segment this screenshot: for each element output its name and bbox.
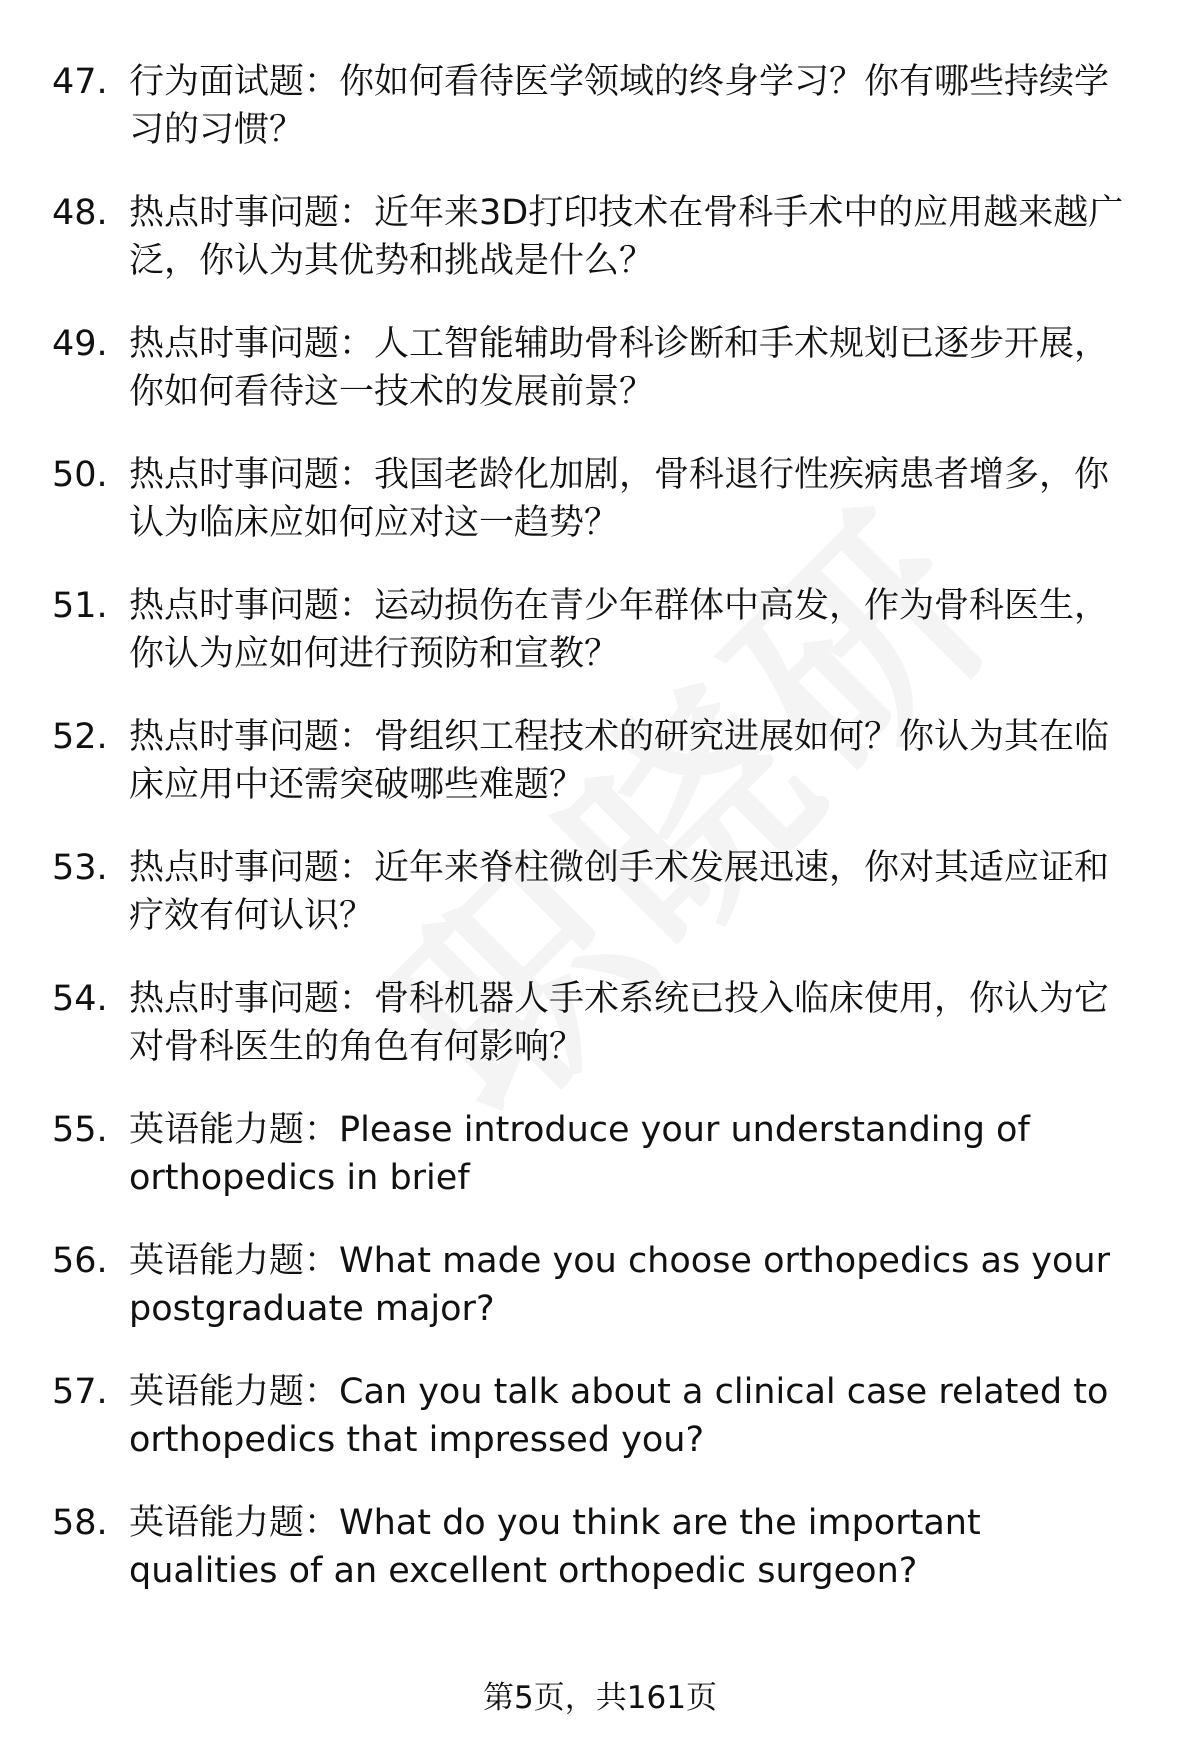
page-footer: 第5页，共161页 [483, 1680, 717, 1716]
question-item [52, 975, 1162, 1106]
question-number: 48. [52, 193, 108, 233]
question-item [52, 189, 1162, 320]
question-text: 热点时事问题：骨组织工程技术的研究进展如何？你认为其在临床应用中还需突破哪些难题？ [129, 717, 1110, 805]
question-text: 英语能力题：Can you talk about a clinical case related to orthopedics that impressed you? [129, 1372, 1109, 1460]
question-number: 53. [52, 848, 108, 888]
question-text: 热点时事问题：近年来脊柱微创手术发展迅速，你对其适应证和疗效有何认识？ [129, 848, 1110, 936]
question-item [52, 1237, 1162, 1368]
question-item [52, 1499, 1162, 1630]
question-item [52, 451, 1162, 582]
question-number: 57. [52, 1372, 108, 1412]
question-number: 47. [52, 62, 108, 102]
question-text: 热点时事问题：运动损伤在青少年群体中高发，作为骨科医生，你认为应如何进行预防和宣教？ [129, 586, 1110, 674]
question-text: 英语能力题：Please introduce your understanding of orthopedics in brief [129, 1110, 1030, 1198]
question-item [52, 58, 1162, 189]
question-number: 55. [52, 1110, 108, 1150]
question-number: 50. [52, 455, 108, 495]
question-number: 52. [52, 717, 108, 757]
question-item [52, 1106, 1162, 1237]
question-text: 英语能力题：What do you think are the important qualities of an excellent orthopedic surgeon? [129, 1503, 981, 1591]
question-item [52, 582, 1162, 713]
question-text: 热点时事问题：骨科机器人手术系统已投入临床使用，你认为它对骨科医生的角色有何影响？ [129, 979, 1110, 1067]
question-text: 热点时事问题：近年来3D打印技术在骨科手术中的应用越来越广泛，你认为其优势和挑战是什么？ [129, 193, 1124, 281]
question-item [52, 713, 1162, 844]
question-text: 热点时事问题：我国老龄化加剧，骨科退行性疾病患者增多，你认为临床应如何应对这一趋势？ [129, 455, 1110, 543]
question-text: 热点时事问题：人工智能辅助骨科诊断和手术规划已逐步开展，你如何看待这一技术的发展前景？ [129, 324, 1110, 412]
question-number: 58. [52, 1503, 108, 1543]
question-item [52, 844, 1162, 975]
question-item [52, 320, 1162, 451]
question-text: 英语能力题：What made you choose orthopedics as your postgraduate major? [129, 1241, 1111, 1329]
question-text: 行为面试题：你如何看待医学领域的终身学习？你有哪些持续学习的习惯？ [129, 62, 1110, 150]
question-number: 56. [52, 1241, 108, 1281]
question-number: 54. [52, 979, 108, 1019]
question-list [52, 58, 1162, 1630]
question-item [52, 1368, 1162, 1499]
question-number: 51. [52, 586, 108, 626]
question-number: 49. [52, 324, 108, 364]
